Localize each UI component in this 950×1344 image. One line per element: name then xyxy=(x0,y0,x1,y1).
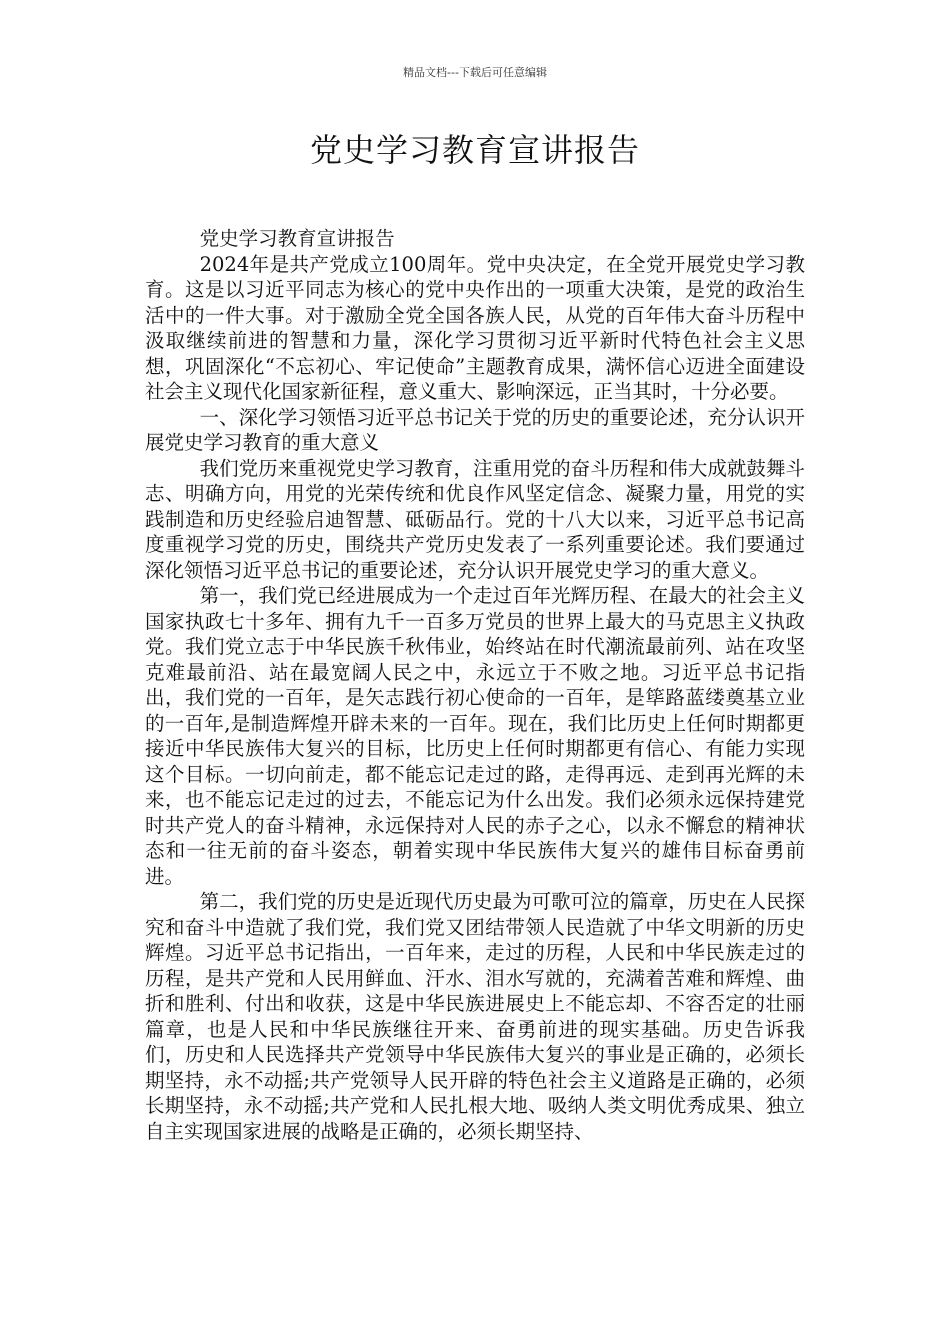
paragraph-first-point: 第一，我们党已经进展成为一个走过百年光辉历程、在最大的社会主义国家执政七十多年、拥有九千一百多万党员的世界上最大的马克思主义执政党。我们党立志于中华民族千秋伟业，始终站在时代潮流最前列、站在攻坚克难最前沿、站在最宽阔人民之中，永远立于不败之地。习近平总书记指出，我们党的一百年，是矢志践行初心使命的一百年，是筚路蓝缕奠基立业的一百年,是制造辉煌开辟未来的一百年。现在，我们比历史上任何时期都更接近中华民族伟大复兴的目标，比历史上任何时期都更有信心、有能力实现这个目标。一切向前走，都不能忘记走过的路，走得再远、走到再光辉的未来，也不能忘记走过的过去，不能忘记为什么出发。我们必须永远保持建党时共产党人的奋斗精神，永远保持对人民的赤子之心，以永不懈怠的精神状态和一往无前的奋斗姿态，朝着实现中华民族伟大复兴的雄伟目标奋勇前进。 xyxy=(145,584,805,888)
document-body xyxy=(145,226,805,1144)
document-title: 党史学习教育宣讲报告 xyxy=(309,131,640,169)
paragraph-intro: 2024年是共产党成立100周年。党中央决定，在全党开展党史学习教育。这是以习近平同志为核心的党中央作出的一项重大决策，是党的政治生活中的一件大事。对于激励全党全国各族人民，从党的百年伟大奋斗历程中汲取继续前进的智慧和力量，深化学习贯彻习近平新时代特色社会主义思想，巩固深化“不忘初心、牢记使命”主题教育成果，满怀信心迈进全面建设社会主义现代化国家新征程，意义重大、影响深远，正当其时，十分必要。 xyxy=(145,252,805,403)
paragraph-section-heading: 一、深化学习领悟习近平总书记关于党的历史的重要论述，充分认识开展党史学习教育的重大意义 xyxy=(145,405,805,454)
paragraph-second-point: 第二，我们党的历史是近现代历史最为可歌可泣的篇章，历史在人民探究和奋斗中造就了我们党，我们党又团结带领人民造就了中华文明新的历史辉煌。习近平总书记指出，一百年来，走过的历程，人民和中华民族走过的历程，是共产党和人民用鲜血、汗水、泪水写就的，充满着苦难和辉煌、曲折和胜利、付出和收获，这是中华民族进展史上不能忘却、不容否定的壮丽篇章，也是人民和中华民族继往开来、奋勇前进的现实基础。历史告诉我们，历史和人民选择共产党领导中华民族伟大复兴的事业是正确的，必须长期坚持，永不动摇;共产党领导人民开辟的特色社会主义道路是正确的，必须长期坚持，永不动摇;共产党和人民扎根大地、吸纳人类文明优秀成果、独立自主实现国家进展的战略是正确的，必须长期坚持、 xyxy=(145,890,805,1143)
page-header: 精品文档---下载后可任意编辑 xyxy=(403,66,547,79)
paragraph-overview: 我们党历来重视党史学习教育，注重用党的奋斗历程和伟大成就鼓舞斗志、明确方向，用党的光荣传统和优良作风坚定信念、凝聚力量，用党的实践制造和历史经验启迪智慧、砥砺品行。党的十八大以来，习近平总书记高度重视学习党的历史，围绕共产党历史发表了一系列重要论述。我们要通过深化领悟习近平总书记的重要论述，充分认识开展党史学习的重大意义。 xyxy=(145,456,805,582)
paragraph-subtitle: 党史学习教育宣讲报告 xyxy=(199,227,395,250)
